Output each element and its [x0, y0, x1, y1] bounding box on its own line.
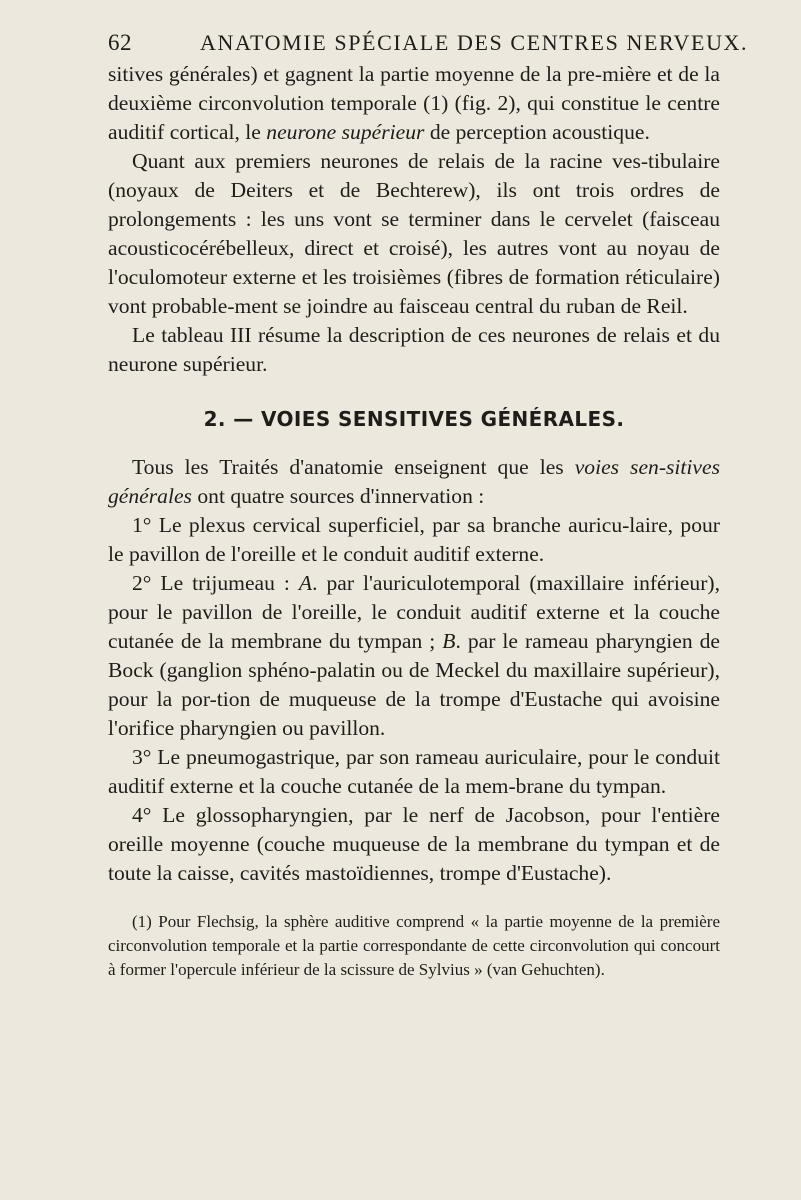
paragraph-text: . par le rameau pharyngien de Bock (ganglion sphéno-palatin ou de Meckel du maxillaire supérieur), pour la por-tion de muqueuse de la trompe d'Eustache qui avoisine l'orifice pharyngien ou pavillon.: [108, 629, 720, 740]
footnote: [108, 910, 720, 982]
list-item: 3° Le pneumogastrique, par son rameau auriculaire, pour le conduit auditif externe et la couche cutanée de la mem-brane du tympan.: [108, 745, 720, 798]
emphasis-text: voies sen-sitives générales: [108, 455, 720, 508]
list-item: [108, 569, 720, 743]
footnote-text: (1) Pour Flechsig, la sphère auditive comprend « la partie moyenne de la première circonvolution temporale et la partie correspondante de cette circonvolution qui concourt à former l'opercule inférieur de la scissure de Sylvius » (van Gehuchten).: [108, 912, 720, 979]
section-intro: [108, 453, 720, 511]
paragraph-text: de perception acoustique.: [424, 120, 650, 144]
paragraph: [108, 60, 720, 147]
emphasis-text: A: [298, 571, 313, 595]
page-body: [108, 60, 720, 982]
paragraph: Le tableau III résume la description de ces neurones de relais et du neurone supérieur.: [108, 323, 720, 376]
paragraph-text: Tous les Traités d'anatomie enseignent que les: [132, 455, 575, 479]
running-title: ANATOMIE SPÉCIALE DES CENTRES NERVEUX.: [200, 30, 749, 55]
emphasis-text: B: [442, 629, 456, 653]
list-item: 4° Le glossopharyngien, par le nerf de Jacobson, pour l'entière oreille moyenne (couche muqueuse de la membrane du tympan et de toute la caisse, cavités mastoïdiennes, trompe d'Eustache).: [108, 803, 720, 885]
page-header: [0, 22, 801, 62]
paragraph-text: . par l'auriculotemporal (maxillaire inférieur), pour le pavillon de l'oreille, le conduit auditif externe et la couche cutanée de la membrane du tympan ;: [108, 571, 720, 653]
paragraph-text: ont quatre sources d'innervation :: [191, 484, 485, 508]
page-number: 62: [108, 30, 132, 55]
paragraph-text: sitives générales) et gagnent la partie moyenne de la pre-mière et de la deuxième circonvolution temporale (1) (fig. 2), qui constitue le centre auditif cortical, le: [108, 62, 720, 144]
list-item: 1° Le plexus cervical superficiel, par sa branche auricu-laire, pour le pavillon de l'oreille et le conduit auditif externe.: [108, 513, 720, 566]
emphasis-text: neurone supérieur: [266, 120, 425, 144]
paragraph: Quant aux premiers neurones de relais de la racine ves-tibulaire (noyaux de Deiters et de Bechterew), ils ont trois ordres de prolongements : les uns vont se terminer dans le cervelet (faisceau acousticocérébelleux, direct et croisé), les autres vont au noyau de l'oculomoteur externe et les troisièmes (fibres de formation réticulaire) vont probable-ment se joindre au faisceau central du ruban de Reil.: [108, 149, 720, 318]
paragraph-text: 2° Le trijumeau :: [132, 571, 299, 595]
section-title: 2. — VOIES SENSITIVES GÉNÉRALES.: [203, 407, 625, 431]
